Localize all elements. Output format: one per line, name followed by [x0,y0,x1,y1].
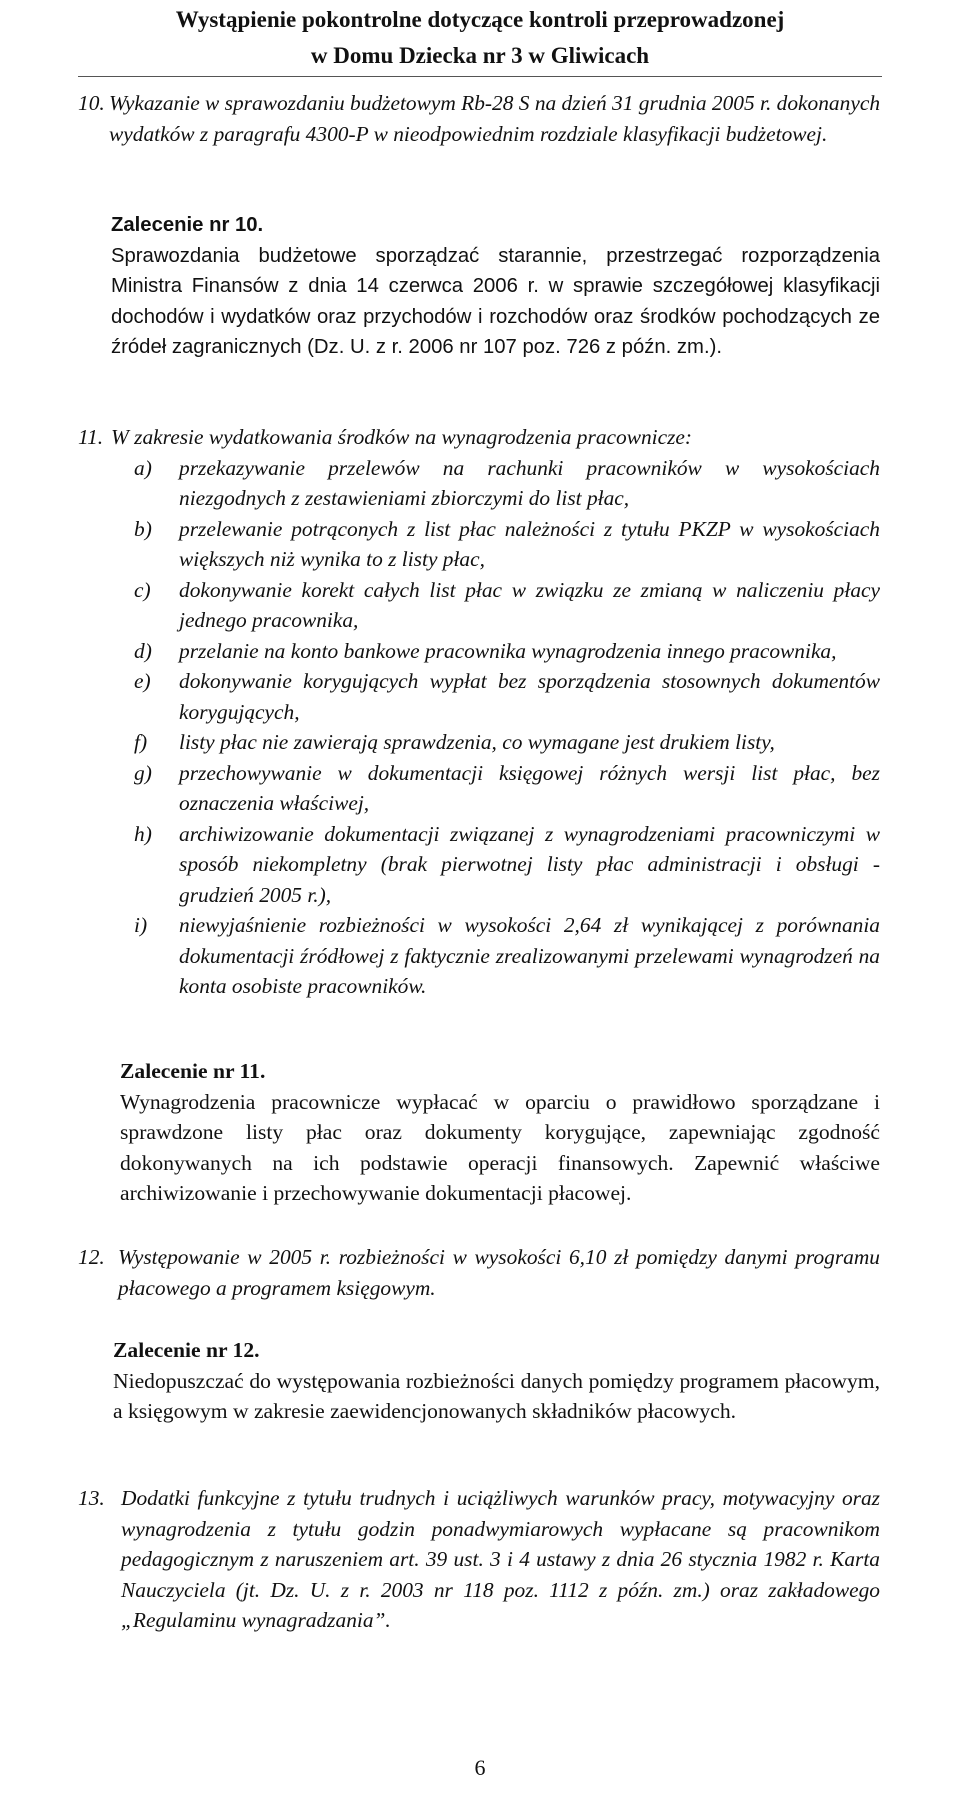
header-title-line-2: w Domu Dziecka nr 3 w Gliwicach [310,43,650,68]
list-item [134,727,880,758]
list-item [134,514,880,575]
item-text: przechowywanie w dokumentacji księgowej różnych wersji list płac, bez oznaczenia właściwej, [179,760,880,815]
list-item [134,666,880,727]
list-item [134,819,880,911]
finding-13 [78,1483,880,1636]
item-text: archiwizowanie dokumentacji związanej z wynagrodzeniami pracowniczymi w sposób niekompletny (brak pierwotnej listy płac administracji i obsługi - grudzień 2005 r.), [179,821,880,907]
recommendation-12 [113,1335,880,1427]
finding-intro: W zakresie wydatkowania środków na wynagrodzenia pracownicze: [111,425,693,449]
recommendation-text: Wynagrodzenia pracownicze wypłacać w oparciu o prawidłowo sporządzane i sprawdzone listy płac oraz dokumenty korygujące, zapewniając zgodność dokonywanych na ich podstawie operacji finansowych. Zapewnić właściwe archiwizowanie i przechowywanie dokumentacji płacowej. [120,1089,880,1205]
finding-number: 13. [78,1486,105,1510]
item-label: e) [134,669,151,693]
finding-text: Występowanie w 2005 r. rozbieżności w wysokości 6,10 zł pomiędzy danymi programu płacowego a programem księgowym. [118,1245,880,1300]
header-title-line-1: Wystąpienie pokontrolne dotyczące kontroli przeprowadzonej [175,7,785,32]
list-item [134,758,880,819]
item-text: przelewanie potrąconych z list płac należności z tytułu PKZP w wysokościach większych niż wynika to z listy płac, [179,516,880,571]
recommendation-10 [111,210,880,363]
item-text: listy płac nie zawierają sprawdzenia, co wymagane jest drukiem listy, [179,730,775,754]
recommendation-text: Niedopuszczać do występowania rozbieżności danych pomiędzy programem płacowym, a księgowym w zakresie zaewidencjonowanych składników płacowych. [113,1368,880,1423]
item-text: przekazywanie przelewów na rachunki pracowników w wysokościach niezgodnych z zestawieniami zbiorczymi do list płac, [179,455,880,510]
item-text: dokonywanie korekt całych list płac w związku ze zmianą w naliczeniu płacy jednego pracownika, [179,577,880,632]
recommendation-text: Sprawozdania budżetowe sporządzać starannie, przestrzegać rozporządzenia Ministra Finansów z dnia 14 czerwca 2006 r. w sprawie szczegółowej klasyfikacji dochodów i wydatków oraz przychodów i rozchodów oraz środków pochodzących ze źródeł zagranicznych (Dz. U. z r. 2006 nr 107 poz. 726 z późn. zm.). [111,244,880,358]
list-item [134,636,880,667]
recommendation-title: Zalecenie nr 11. [120,1059,266,1083]
list-item [134,910,880,1002]
finding-12 [78,1242,880,1303]
item-label: i) [134,913,148,937]
item-text: przelanie na konto bankowe pracownika wynagrodzenia innego pracownika, [179,638,837,663]
recommendation-11 [120,1056,880,1209]
document-header [0,2,960,74]
finding-10 [78,88,880,149]
list-item [134,453,880,514]
item-label: b) [134,516,152,541]
recommendation-title: Zalecenie nr 10. [111,214,264,236]
item-label: g) [134,760,152,785]
item-label: c) [134,577,151,602]
item-label: h) [134,821,152,846]
finding-items-list [134,453,880,1002]
finding-number: 10. [78,91,105,115]
item-text: dokonywanie korygujących wypłat bez sporządzenia stosownych dokumentów korygujących, [179,669,880,724]
finding-text: Wykazanie w sprawozdaniu budżetowym Rb-28 S na dzień 31 grudnia 2005 r. dokonanych wydatków z paragrafu 4300-P w nieodpowiednim rozdziale klasyfikacji budżetowej. [109,91,881,146]
list-item [134,575,880,636]
finding-11 [78,422,880,1002]
recommendation-title: Zalecenie nr 12. [113,1338,260,1362]
header-divider [78,76,882,77]
item-label: f) [134,730,148,754]
finding-number: 12. [78,1245,105,1269]
item-label: a) [134,455,152,480]
finding-number: 11. [78,425,104,449]
page-number: 6 [474,1755,486,1780]
item-label: d) [134,638,152,663]
finding-text: Dodatki funkcyjne z tytułu trudnych i uciążliwych warunków pracy, motywacyjny oraz wynagrodzenia z tytułu godzin ponadwymiarowych wypłacane są pracownikom pedagogicznym z naruszeniem art. 39 ust. 3 i 4 ustawy z dnia 26 stycznia 1982 r. Karta Nauczyciela (jt. Dz. U. z r. 2003 nr 118 poz. 1112 z późn. zm.) oraz zakładowego „Regulaminu wynagradzania”. [121,1486,880,1632]
item-text: niewyjaśnienie rozbieżności w wysokości 2,64 zł wynikającej z porównania dokumentacji źródłowej z faktycznie zrealizowanymi przelewami wynagrodzeń na konta osobiste pracowników. [179,913,880,998]
